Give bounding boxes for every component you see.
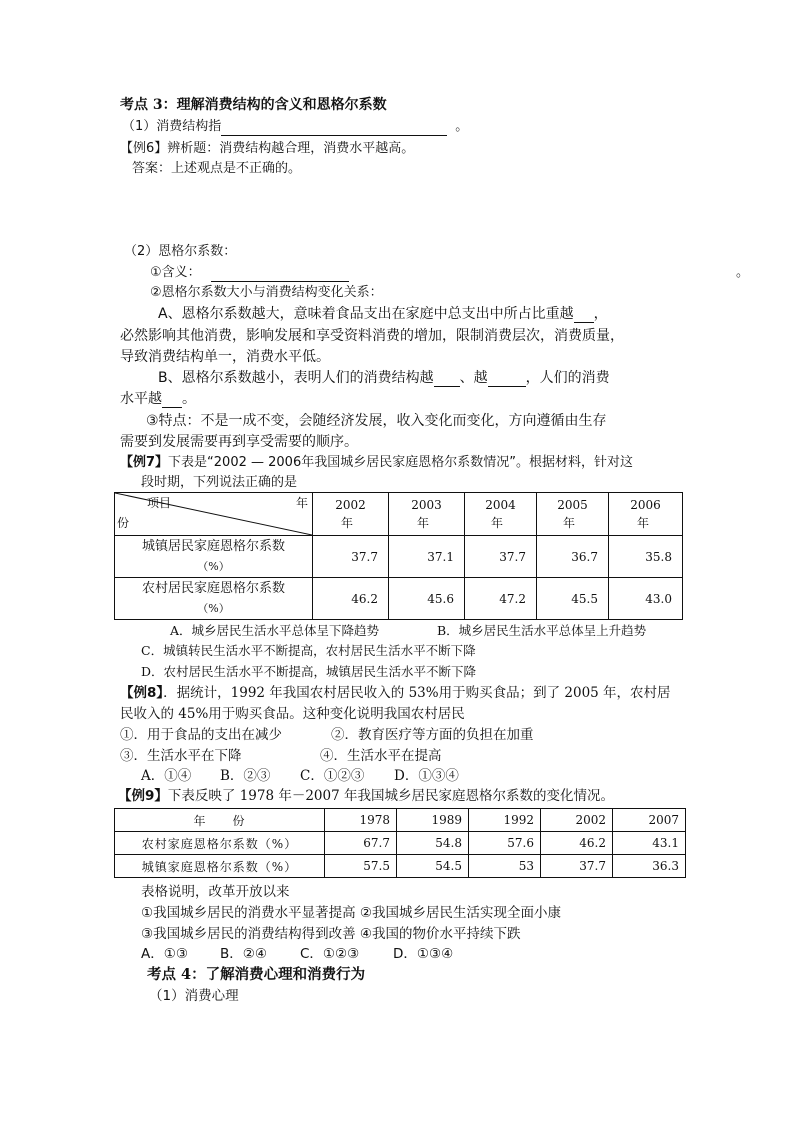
year-cell: 2005 年 [537,493,609,536]
value-cell: 57.5 [325,855,397,878]
year-cell: 1992 [469,809,541,832]
value-cell: 35.8 [609,536,683,578]
ex8-line1 [120,684,671,702]
ex7-option-a[interactable]: A．城乡居民生活水平总体呈下降趋势 [170,623,380,638]
b-part1: B、恩格尔系数越小，表明人们的消费结构越 [158,370,434,386]
value-cell: 54.8 [397,832,469,855]
b-part2: 水平越 [120,391,162,407]
row-label: 农村家庭恩格尔系数（%） [115,832,325,855]
b-mid: 、越 [459,370,488,386]
value-cell: 37.1 [389,536,465,578]
b-blank-2[interactable] [488,372,526,387]
table-row [115,578,683,620]
ex8-statement-3: ③．生活水平在下降 [120,748,242,764]
table-header-row [115,493,683,536]
q2-feature-2: 需要到发展需要再到享受需要的顺序。 [120,434,358,450]
year-cell: 2004 年 [465,493,537,536]
a-blank[interactable] [574,308,594,323]
ex8-statement-4: ④．生活水平在提高 [320,748,442,764]
ex7-option-d[interactable]: D．农村居民生活水平不断提高，城镇居民生活水平不断下降 [141,664,477,679]
q1-line [122,118,468,136]
header-item: 项目 [147,496,172,510]
value-cell: 45.5 [537,578,609,620]
ex8-statement-1: ①．用于食品的支出在减少 [120,727,282,743]
ex9-engel-table [114,808,686,878]
ex7-line1 [120,454,633,472]
ex9-text: 下表反映了 1978 年－2007 年我国城乡居民家庭恩格尔系数的变化情况。 [167,788,614,804]
section3-title: 考点 3：理解消费结构的含义和恩格尔系数 [120,97,387,113]
year-cell: 2003 年 [389,493,465,536]
ex9-choice-b[interactable]: B．②④ [220,946,267,962]
ex9-statements-1: ①我国城乡居民的消费水平显著提高 ②我国城乡居民生活实现全面小康 [141,905,561,921]
ex9-choice-a[interactable]: A．①③ [141,946,188,962]
ex7-option-b[interactable]: B．城乡居民生活水平总体呈上升趋势 [437,623,647,638]
table-row [115,536,683,578]
table-row [115,832,686,855]
ex8-statement-2: ②．教育医疗等方面的负担在加重 [331,727,534,743]
value-cell: 54.5 [397,855,469,878]
b-blank-3[interactable] [162,393,182,408]
ex7-engel-table [114,492,683,620]
q1-suffix: 。 [455,119,469,134]
b-end: ，人们的消费 [525,370,610,386]
q2-title: （2）恩格尔系数： [124,244,237,259]
q2-feature-1: ③特点：不是一成不变，会随经济发展，收入变化而变化，方向遵循由生存 [146,413,607,429]
ex8-choice-d[interactable]: D．①③④ [394,768,459,784]
ex7-text: 下表是“2002 — 2006年我国城乡居民家庭恩格尔系数情况”。根据材料，针对这 [168,455,633,470]
value-cell: 46.2 [541,832,613,855]
ex6-line [120,140,414,158]
header-cell: 年 份 [115,809,325,832]
ex6-answer: 答案：上述观点是不正确的。 [132,161,302,176]
q2-b-line1 [158,369,610,387]
q2-meaning [150,264,349,282]
header-year-b: 份 [117,516,130,530]
value-cell: 36.3 [613,855,686,878]
ex7-option-c[interactable]: C．城镇转民生活水平不断提高，农村居民生活水平不断下降 [141,643,476,658]
value-cell: 53 [469,855,541,878]
year-cell: 2002 年 [313,493,389,536]
a-part1-end: ， [593,306,608,322]
ex8-text1: ．据统计，1992 年我国农村居民收入的 53%用于购买食品；到了 2005 年，农村居 [163,685,671,701]
value-cell: 46.2 [313,578,389,620]
b-blank-1[interactable] [434,372,460,387]
value-cell: 47.2 [465,578,537,620]
section4-q1: （1）消费心理 [149,988,239,1004]
year-cell: 2006 年 [609,493,683,536]
meaning-label: ①含义： [150,265,201,280]
value-cell: 37.7 [313,536,389,578]
q1-prefix: （1）消费结构指 [122,119,222,134]
value-cell: 36.7 [537,536,609,578]
ex8-choice-b[interactable]: B．②③ [220,768,271,784]
ex7-line2: 段时期，下列说法正确的是 [141,475,298,490]
ex8-choice-c[interactable]: C．①②③ [300,768,365,784]
q1-blank[interactable] [221,121,447,136]
year-cell: 1989 [397,809,469,832]
row-label: 农村居民家庭恩格尔系数 （%） [115,578,313,620]
row-label: 城镇居民家庭恩格尔系数 （%） [115,536,313,578]
ex8-line2: 民收入的 45%用于购买食品。这种变化说明我国农村居民 [120,706,465,722]
q2-a-line1 [158,305,608,323]
value-cell: 43.1 [613,832,686,855]
ex9-choice-d[interactable]: D．①③④ [393,946,454,962]
ex9-statements-2: ③我国城乡居民的消费结构得到改善 ④我国的物价水平持续下跌 [141,926,521,942]
ex9-tag: 【例9】 [118,788,168,804]
section4-title: 考点 4：了解消费心理和消费行为 [147,966,366,983]
row-label: 城镇家庭恩格尔系数（%） [115,855,325,878]
diagonal-line [115,493,312,535]
q2-b-line2 [120,390,196,408]
ex6-tag: 【例6】 [120,141,168,156]
b-part2-end: 。 [182,391,196,407]
q2-relation: ②恩格尔系数大小与消费结构变化关系： [150,285,383,300]
a-part1: A、恩格尔系数越大，意味着食品支出在家庭中总支出中所占比重越 [158,306,574,322]
q2-a-line2: 必然影响其他消费，影响发展和享受资料消费的增加，限制消费层次，消费质量， [120,328,624,344]
ex9-line1 [118,787,614,805]
value-cell: 57.6 [469,832,541,855]
value-cell: 67.7 [325,832,397,855]
q2-a-line3: 导致消费结构单一，消费水平低。 [120,349,330,365]
ex9-choice-c[interactable]: C．①②③ [300,946,360,962]
meaning-blank[interactable] [211,267,349,282]
year-cell: 1978 [325,809,397,832]
table-corner-cell [115,493,313,536]
year-cell: 2002 [541,809,613,832]
value-cell: 43.0 [609,578,683,620]
value-cell: 37.7 [541,855,613,878]
table-row [115,855,686,878]
year-cell: 2007 [613,809,686,832]
meaning-end: 。 [736,265,750,280]
table-header-row [115,809,686,832]
ex8-tag: 【例8】 [120,685,164,701]
ex8-choice-a[interactable]: A．①④ [141,768,192,784]
ex9-intro: 表格说明，改革开放以来 [141,884,290,900]
ex7-tag: 【例7】 [120,455,169,470]
ex6-text: 辨析题：消费结构越合理，消费水平越高。 [167,141,415,156]
header-year-a: 年 [295,496,308,510]
value-cell: 45.6 [389,578,465,620]
value-cell: 37.7 [465,536,537,578]
